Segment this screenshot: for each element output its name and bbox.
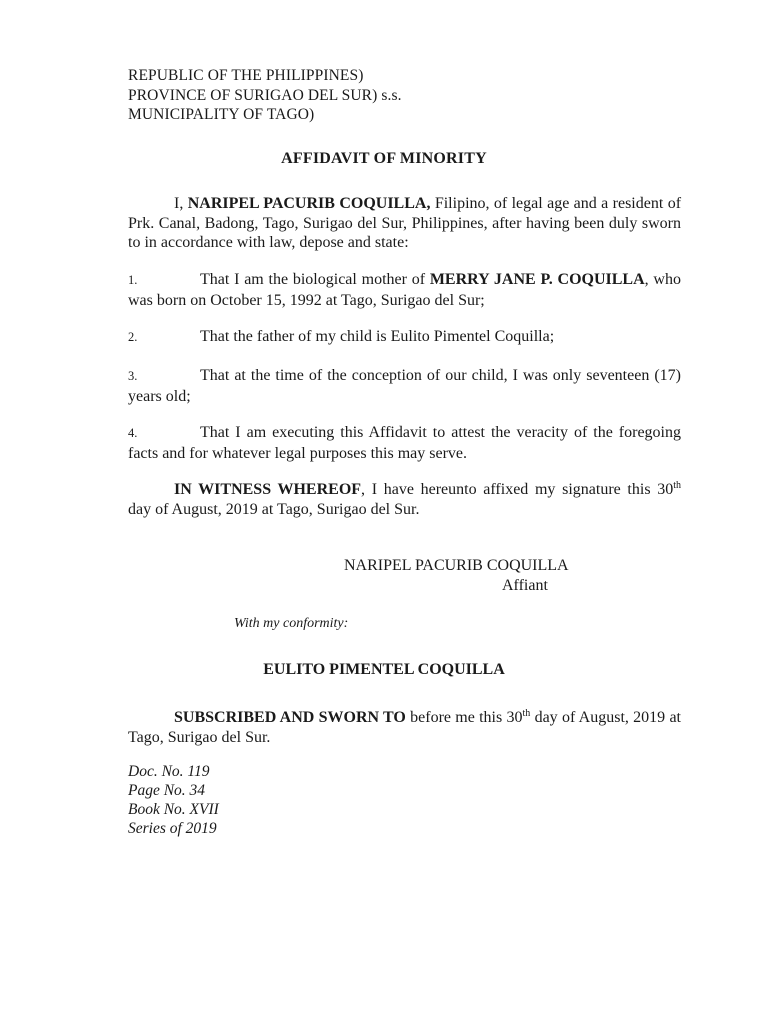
item-text: That I am executing this Affidavit to attest the veracity of the foregoing facts and for whatever legal purposes this may serve. <box>128 424 681 462</box>
ordinal-suffix: th <box>673 480 681 491</box>
intro-paragraph <box>128 194 681 253</box>
affiant-name-inline: NARIPEL PACURIB COQUILLA, <box>187 195 431 212</box>
jurat-text: before me this 30 <box>405 709 523 726</box>
witness-text: , I have hereunto affixed my signature this 30 <box>361 481 674 498</box>
page-number: Page No. 34 <box>128 782 206 799</box>
venue-line-province: PROVINCE OF SURIGAO DEL SUR) s.s. <box>128 86 402 104</box>
item-number: 1. <box>128 273 138 287</box>
jurat-paragraph <box>128 708 681 747</box>
document-title: AFFIDAVIT OF MINORITY <box>281 150 487 167</box>
ordinal-suffix: th <box>522 708 531 719</box>
notarial-register <box>128 762 219 838</box>
affiant-label: Affiant <box>502 577 548 594</box>
item-4 <box>128 423 681 463</box>
venue-header <box>128 66 402 125</box>
doc-number: Doc. No. 119 <box>128 763 210 780</box>
jurat-text-end: day of August, 2019 at Tago, Surigao del Sur. <box>128 709 682 746</box>
item-number: 3. <box>128 369 138 383</box>
series-year: Series of 2019 <box>128 820 217 837</box>
child-name: MERRY JANE P. COQUILLA <box>429 271 645 288</box>
intro-text: Filipino, of legal age and a resident of Prk. Canal, Badong, Tago, Surigao del Sur, Philippines, after having been duly sworn to in accordance with law, depose and state: <box>128 195 682 251</box>
jurat-heading: SUBSCRIBED AND SWORN TO <box>174 709 406 726</box>
intro-prefix: I, <box>174 195 188 212</box>
item-text-post: , who was born on October 15, 1992 at Tago, Surigao del Sur; <box>128 271 681 309</box>
item-text: That at the time of the conception of our child, I was only seventeen (17) years old; <box>128 367 681 405</box>
item-text: That the father of my child is Eulito Pimentel Coquilla; <box>200 328 555 345</box>
item-text: That I am the biological mother of <box>200 271 430 288</box>
father-signature-name: EULITO PIMENTEL COQUILLA <box>263 661 505 678</box>
item-number: 2. <box>128 330 138 344</box>
conformity-label: With my conformity: <box>234 616 349 631</box>
item-3 <box>128 366 681 406</box>
witness-text-end: day of August, 2019 at Tago, Surigao del Sur. <box>128 500 420 518</box>
venue-line-republic: REPUBLIC OF THE PHILIPPINES) <box>128 67 364 84</box>
item-1 <box>128 270 681 310</box>
item-2 <box>128 327 681 348</box>
affiant-signature-name: NARIPEL PACURIB COQUILLA <box>344 557 569 574</box>
item-number: 4. <box>128 426 138 440</box>
book-number: Book No. XVII <box>128 801 219 818</box>
witness-heading: IN WITNESS WHEREOF <box>174 481 362 498</box>
witness-paragraph <box>128 480 681 519</box>
venue-line-municipality: MUNICIPALITY OF TAGO) <box>128 106 315 123</box>
